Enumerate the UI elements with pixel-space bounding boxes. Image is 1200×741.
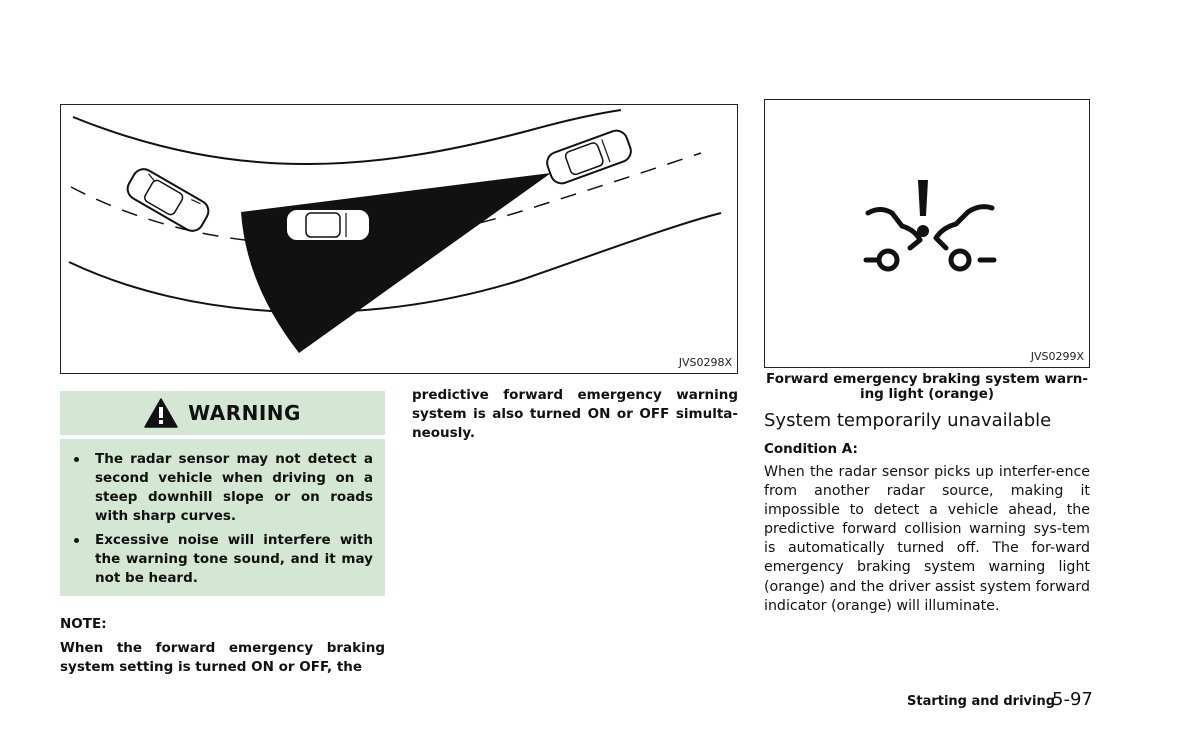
bullet-icon xyxy=(74,538,79,543)
forward-emergency-braking-warning-icon xyxy=(860,178,1000,278)
warning-title: WARNING xyxy=(188,401,301,425)
warning-item-text: Excessive noise will interfere with the warning tone sound, and it may not be heard. xyxy=(95,532,373,586)
radar-detection-illustration xyxy=(61,105,736,372)
condition-label: Condition A: xyxy=(764,441,858,457)
warning-body xyxy=(60,439,385,596)
warning-triangle-icon xyxy=(144,398,178,428)
radar-diagram-figure xyxy=(60,104,738,374)
page-number: 5-97 xyxy=(1052,689,1093,710)
note-label: NOTE: xyxy=(60,616,107,632)
section-heading: System temporarily unavailable xyxy=(764,410,1052,431)
note-text-column-2: predictive forward emergency warning system is also turned ON or OFF simulta-neously. xyxy=(412,387,738,441)
figure-code: JVS0299X xyxy=(1030,350,1084,363)
warning-header xyxy=(60,391,385,435)
own-vehicle xyxy=(286,209,370,241)
bullet-icon xyxy=(74,457,79,462)
note-text-column-1: When the forward emergency braking system setting is turned ON or OFF, the xyxy=(60,640,385,675)
vehicle-ahead xyxy=(544,128,634,187)
figure-code: JVS0298X xyxy=(678,356,732,369)
warning-list xyxy=(72,450,373,588)
section-body: When the radar sensor picks up interfer-ence from another radar source, making it impossible to detect a vehicle ahead, the predictive forward collision warning sys-tem is automatically turned off. The for-ward emergency braking system warning light (orange) and the driver assist system forward indicator (orange) will illuminate. xyxy=(764,464,1090,614)
list-item xyxy=(72,531,373,588)
vehicle-adjacent-lane xyxy=(124,165,213,235)
list-item xyxy=(72,450,373,526)
figure-caption: Forward emergency braking system warn-ing light (orange) xyxy=(766,371,1088,402)
warning-item-text: The radar sensor may not detect a second vehicle when driving on a steep downhill slope or on roads with sharp curves. xyxy=(95,451,373,524)
warning-light-figure xyxy=(764,99,1090,368)
footer-section-name: Starting and driving xyxy=(907,694,1056,709)
